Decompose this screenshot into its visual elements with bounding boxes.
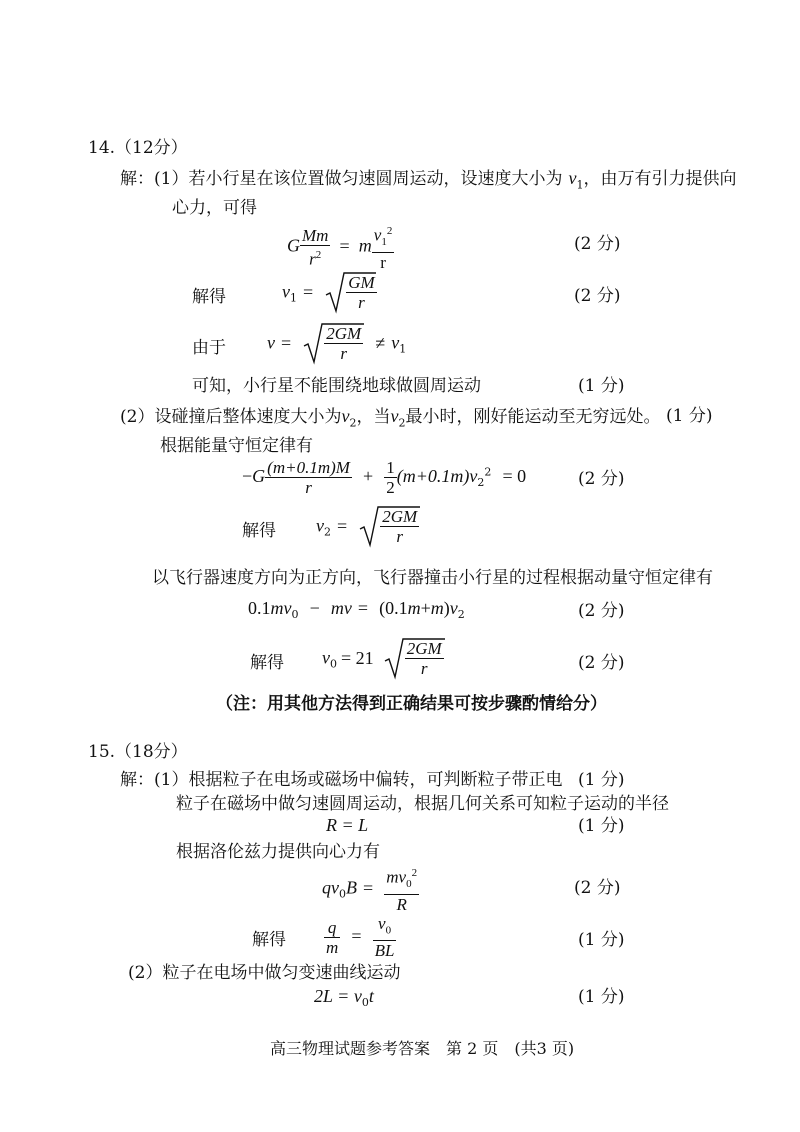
energy-conservation-label: 根据能量守恒定律有 [160,436,313,456]
q14-header: 14.（12分） [88,138,188,158]
momentum-conservation-label: 以飞行器速度方向为正方向，飞行器撞击小行星的过程根据动量守恒定律有 [152,568,713,588]
q14-part1-line1: 解：(1）若小行星在该位置做匀速圆周运动，设速度大小为 $v_1$，由万有引力提供向 [120,168,737,192]
equation-charge-mass: $\frac{q}{m}$ = $\frac{v_0}{BL}$ [326,914,395,961]
solution-label: 解得 [242,521,276,541]
equation-v1: $v_1$ = $\frac{GM}{r}$ [282,273,375,312]
score-label: (2 分) [578,469,625,489]
equation-v0: $v_0 = 21$ $\frac{2GM}{r}$ [322,637,445,681]
equation-lorentz: $qv_0B$ = $\frac{mv_0^2}{R}$ [322,867,418,915]
q14-part1-line2: 心力，可得 [172,198,257,218]
score-label: (2 分) [578,601,625,621]
score-label: (1 分) [578,816,625,836]
equation-escape-velocity: v = $\frac{2GM}{r}$ ≠ $v_1$ [267,324,407,363]
equation-displacement: $2L = v_0t$ [314,986,374,1010]
score-label: (1 分) [578,770,625,790]
score-label: (1 分) [666,406,713,426]
score-label: (2 分) [574,286,621,306]
equation-momentum: $0.1mv_0$ − mv = $(0.1m+m)v_2$ [248,598,465,622]
score-label: (2 分) [578,653,625,673]
solution-label: 解得 [192,287,226,307]
q15-part2-line1: (2）粒子在电场中做匀变速曲线运动 [128,963,401,983]
grading-note: （注：用其他方法得到正确结果可按步骤酌情给分） [216,694,607,714]
equation-gravity-centripetal: G $\frac{Mm}{r^2}$ = m $\frac{v_1^2}{r}$ [287,225,393,273]
q15-part1-line2: 粒子在磁场中做匀速圆周运动，根据几何关系可知粒子运动的半径 [176,794,669,814]
q14-conclusion: 可知，小行星不能围绕地球做圆周运动 [192,376,481,396]
lorentz-force-label: 根据洛伦兹力提供向心力有 [176,842,380,862]
equation-energy: −G $\frac{(m+0.1m)M}{r}$ + $\frac{1}{2}$ $(m+0.1m)v_2^2 = 0$ [242,458,527,497]
q14-part2-line1: (2）设碰撞后整体速度大小为$v_2$，当$v_2$最小时，刚好能运动至无穷远处。 [120,406,661,430]
score-label: (1 分) [578,930,625,950]
score-label: (1 分) [578,987,625,1007]
page-footer: 高三物理试题参考答案 第 2 页 (共3 页) [270,1039,575,1058]
q15-header: 15.（18分） [88,742,188,762]
q15-part1-line1: 解：(1）根据粒子在电场或磁场中偏转，可判断粒子带正电 [120,770,563,790]
youyu-label: 由于 [192,338,226,358]
equation-v2: $v_2$ = $\frac{2GM}{r}$ [316,505,420,549]
score-label: (2 分) [574,878,621,898]
score-label: (2 分) [574,234,621,254]
equation-radius: R = L [326,815,369,835]
score-label: (1 分) [578,376,625,396]
solution-label: 解得 [250,653,284,673]
solution-label: 解得 [252,930,286,950]
